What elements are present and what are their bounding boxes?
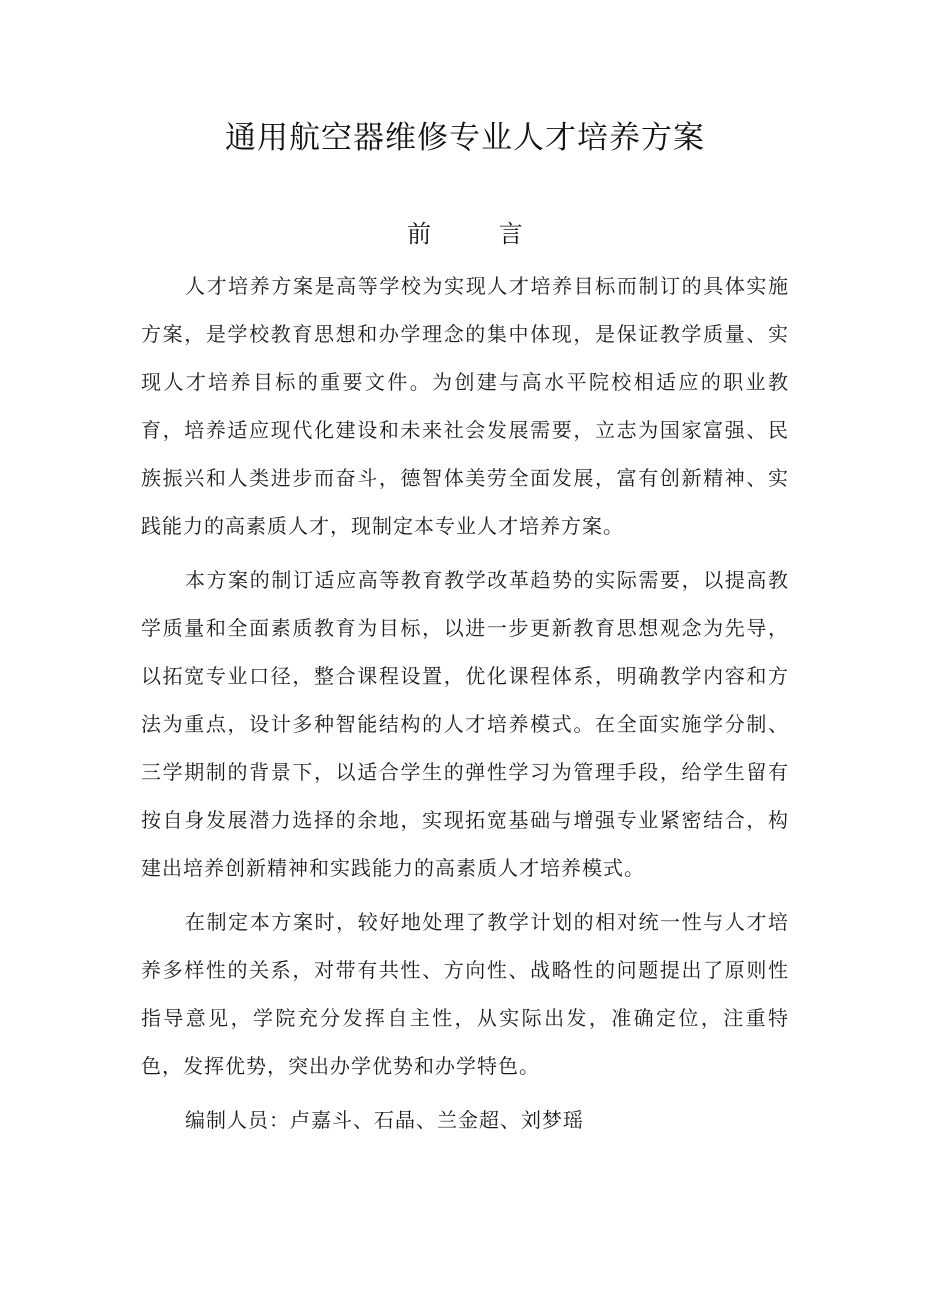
- section-heading-preface: 前 言: [407, 220, 553, 248]
- paragraph-1: 人才培养方案是高等学校为实现人才培养目标而制订的具体实施方案，是学校教育思想和办学理念的集中体现，是保证教学质量、实现人才培养目标的重要文件。为创建与高水平院校相适应的职业教育，培养适应现代化建设和未来社会发展需要，立志为国家富强、民族振兴和人类进步而奋斗，德智体美劳全面发展，富有创新精神、实践能力的高素质人才，现制定本专业人才培养方案。: [141, 274, 789, 538]
- paragraph-2: 本方案的制订适应高等教育教学改革趋势的实际需要，以提高教学质量和全面素质教育为目标，以进一步更新教育思想观念为先导，以拓宽专业口径，整合课程设置，优化课程体系，明确教学内容和方法为重点，设计多种智能结构的人才培养模式。在全面实施学分制、三学期制的背景下，以适合学生的弹性学习为管理手段，给学生留有按自身发展潜力选择的余地，实现拓宽基础与增强专业紧密结合，构建出培养创新精神和实践能力的高素质人才培养模式。: [141, 568, 789, 880]
- preface-body: [141, 262, 789, 1144]
- document-title: 通用航空器维修专业人才培养方案: [225, 120, 705, 156]
- paragraph-3: 在制定本方案时，较好地处理了教学计划的相对统一性与人才培养多样性的关系，对带有共性、方向性、战略性的问题提出了原则性指导意见，学院充分发挥自主性，从实际出发，准确定位，注重特色，发挥优势，突出办学优势和办学特色。: [141, 910, 789, 1078]
- editors-line: 编制人员：卢嘉斗、石晶、兰金超、刘梦瑶: [185, 1108, 584, 1132]
